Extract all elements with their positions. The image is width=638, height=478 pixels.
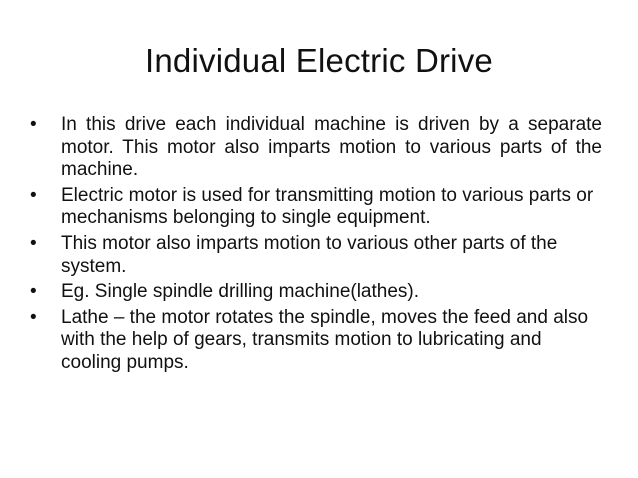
bullet-text: This motor also imparts motion to various other parts of the system. <box>61 232 558 277</box>
bullet-item-4 <box>30 281 602 304</box>
bullet-marker: • <box>30 184 37 206</box>
bullet-item-3 <box>30 233 602 278</box>
bullet-item-1 <box>30 114 602 182</box>
bullet-text: In this drive each individual machine is driven by a separate motor. This motor also imparts motion to various parts of the machine. <box>61 114 602 181</box>
bullet-text: Lathe – the motor rotates the spindle, moves the feed and also with the help of gears, transmits motion to lubricating and cooling pumps. <box>61 306 589 373</box>
bullet-text: Electric motor is used for transmitting motion to various parts or mechanisms belonging to single equipment. <box>61 184 594 229</box>
bullet-item-2 <box>30 185 602 230</box>
bullet-list <box>30 114 602 378</box>
bullet-item-5 <box>30 307 602 375</box>
bullet-marker: • <box>30 114 37 135</box>
bullet-marker: • <box>30 306 37 328</box>
bullet-marker: • <box>30 281 37 303</box>
bullet-marker: • <box>30 232 37 254</box>
slide-title: Individual Electric Drive <box>145 42 493 79</box>
bullet-text: Eg. Single spindle drilling machine(lathes). <box>61 281 420 303</box>
